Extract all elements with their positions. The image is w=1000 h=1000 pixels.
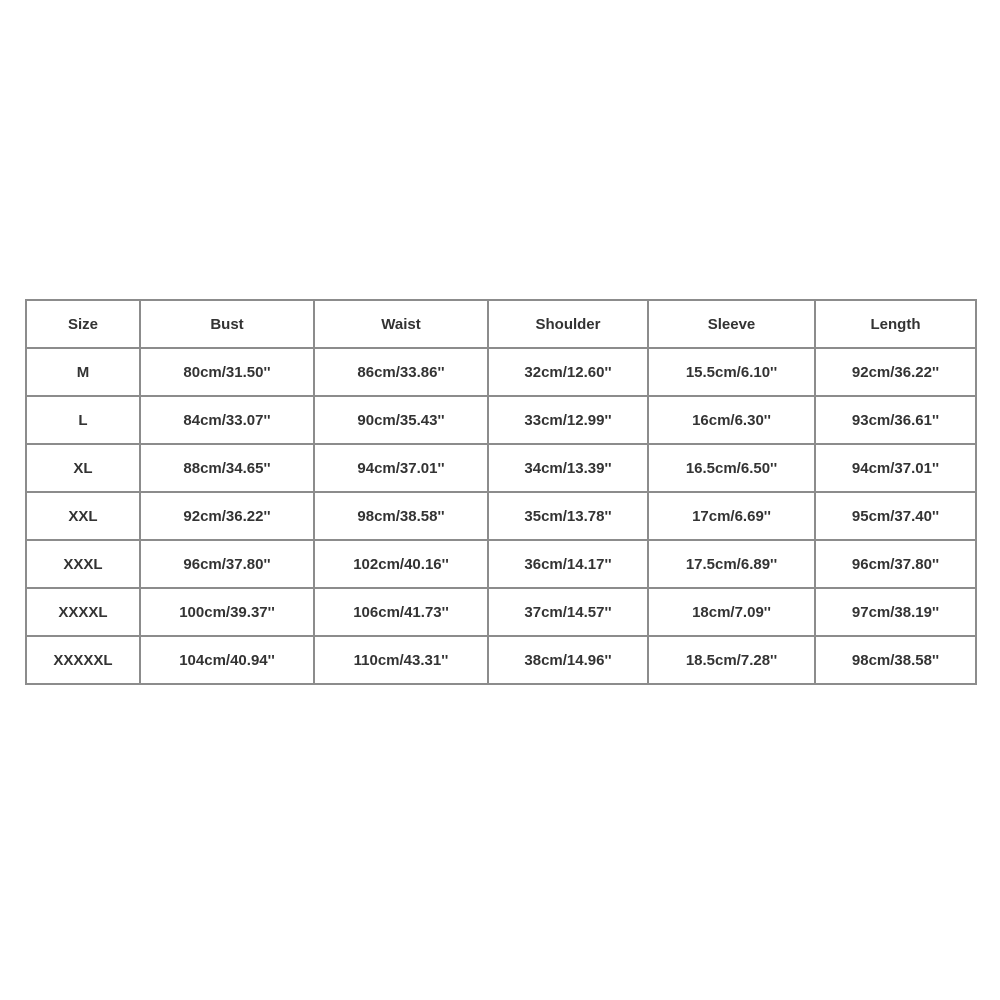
table-row — [26, 492, 976, 540]
cell-shoulder: 35cm/13.78'' — [488, 492, 648, 540]
cell-waist: 90cm/35.43'' — [314, 396, 488, 444]
cell-waist: 102cm/40.16'' — [314, 540, 488, 588]
cell-shoulder: 33cm/12.99'' — [488, 396, 648, 444]
cell-length: 95cm/37.40'' — [815, 492, 976, 540]
size-chart-table — [25, 299, 977, 685]
cell-waist: 94cm/37.01'' — [314, 444, 488, 492]
cell-length: 98cm/38.58'' — [815, 636, 976, 684]
column-header-length: Length — [815, 300, 976, 348]
cell-size: XL — [26, 444, 140, 492]
column-header-waist: Waist — [314, 300, 488, 348]
table-header-row — [26, 300, 976, 348]
cell-size: XXL — [26, 492, 140, 540]
cell-shoulder: 34cm/13.39'' — [488, 444, 648, 492]
cell-shoulder: 32cm/12.60'' — [488, 348, 648, 396]
cell-sleeve: 18.5cm/7.28'' — [648, 636, 815, 684]
cell-size: XXXL — [26, 540, 140, 588]
table-row — [26, 540, 976, 588]
column-header-shoulder: Shoulder — [488, 300, 648, 348]
cell-length: 93cm/36.61'' — [815, 396, 976, 444]
cell-bust: 100cm/39.37'' — [140, 588, 314, 636]
cell-sleeve: 17cm/6.69'' — [648, 492, 815, 540]
cell-length: 92cm/36.22'' — [815, 348, 976, 396]
cell-waist: 110cm/43.31'' — [314, 636, 488, 684]
table-row — [26, 636, 976, 684]
table-row — [26, 444, 976, 492]
cell-length: 94cm/37.01'' — [815, 444, 976, 492]
cell-waist: 106cm/41.73'' — [314, 588, 488, 636]
column-header-sleeve: Sleeve — [648, 300, 815, 348]
cell-shoulder: 36cm/14.17'' — [488, 540, 648, 588]
cell-bust: 92cm/36.22'' — [140, 492, 314, 540]
cell-bust: 80cm/31.50'' — [140, 348, 314, 396]
cell-size: XXXXL — [26, 588, 140, 636]
cell-size: M — [26, 348, 140, 396]
cell-sleeve: 15.5cm/6.10'' — [648, 348, 815, 396]
cell-size: L — [26, 396, 140, 444]
cell-size: XXXXXL — [26, 636, 140, 684]
cell-sleeve: 16cm/6.30'' — [648, 396, 815, 444]
cell-bust: 84cm/33.07'' — [140, 396, 314, 444]
cell-waist: 86cm/33.86'' — [314, 348, 488, 396]
cell-shoulder: 37cm/14.57'' — [488, 588, 648, 636]
cell-sleeve: 17.5cm/6.89'' — [648, 540, 815, 588]
cell-shoulder: 38cm/14.96'' — [488, 636, 648, 684]
cell-length: 96cm/37.80'' — [815, 540, 976, 588]
column-header-size: Size — [26, 300, 140, 348]
column-header-bust: Bust — [140, 300, 314, 348]
cell-sleeve: 16.5cm/6.50'' — [648, 444, 815, 492]
cell-length: 97cm/38.19'' — [815, 588, 976, 636]
cell-bust: 88cm/34.65'' — [140, 444, 314, 492]
cell-bust: 96cm/37.80'' — [140, 540, 314, 588]
table-row — [26, 588, 976, 636]
cell-bust: 104cm/40.94'' — [140, 636, 314, 684]
table-row — [26, 348, 976, 396]
cell-waist: 98cm/38.58'' — [314, 492, 488, 540]
cell-sleeve: 18cm/7.09'' — [648, 588, 815, 636]
table-row — [26, 396, 976, 444]
